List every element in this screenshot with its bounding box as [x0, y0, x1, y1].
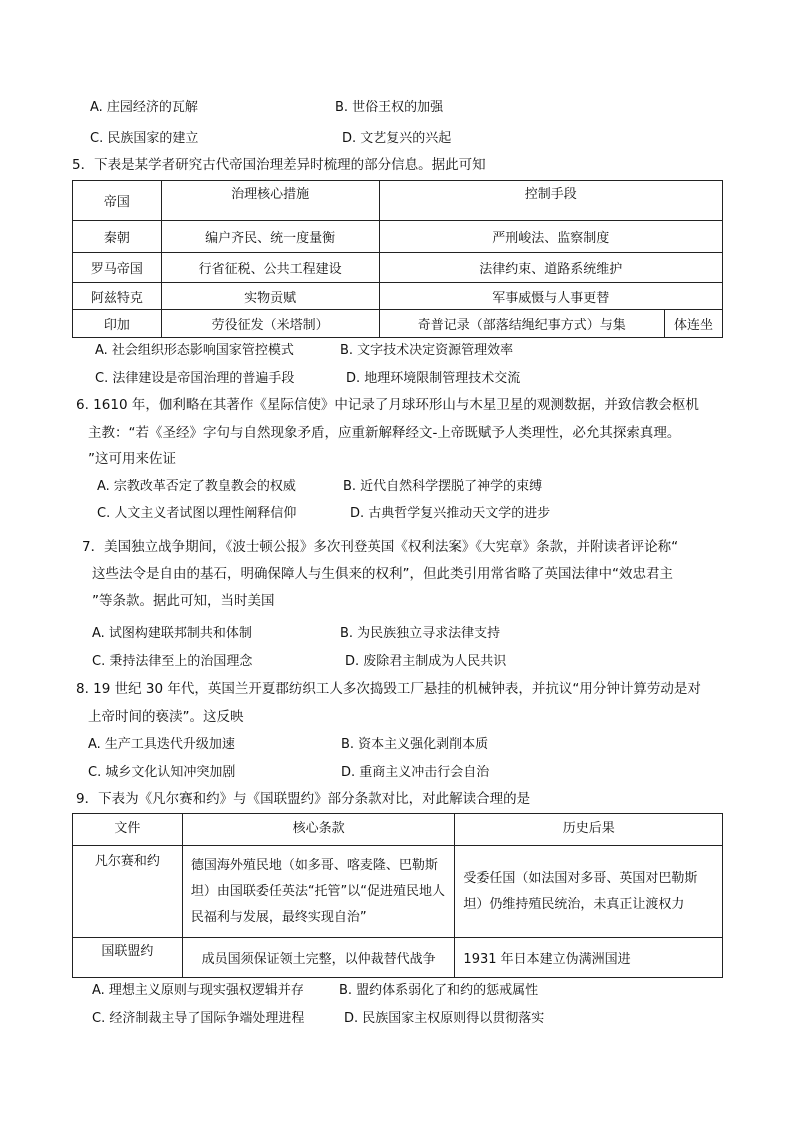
q9-cell: 成员国须保证领土完整，以仲裁替代战争: [182, 938, 455, 978]
q9-cell: 受委任国（如法国对多哥、英国对巴勒斯坦）仍维持殖民统治，未真正让渡权力: [455, 846, 723, 938]
q6-option-b: B. 近代自然科学摆脱了神学的束缚: [343, 479, 543, 494]
q5-cell: 秦朝: [73, 221, 162, 253]
q7-line-1: 7．美国独立战争期间，《波士顿公报》多次刊登英国《权利法案》《大宪章》条款，并附读者评论称“: [82, 539, 679, 555]
q7-option-b: B. 为民族独立寻求法律支持: [340, 626, 501, 641]
q5-header-empire: 帝国: [73, 181, 162, 221]
q9-cell: 1931 年日本建立伪满洲国进: [455, 938, 723, 978]
q8-line-1: 8. 19 世纪 30 年代，英国兰开夏郡纺织工人多次捣毁工厂悬挂的机械钟表，并抗议“用分钟计算劳动是对: [76, 681, 701, 697]
q9-header-consequence: 历史后果: [455, 814, 723, 846]
q9-cell: 国联盟约: [73, 938, 183, 978]
q5-header-measures: 治理核心措施: [161, 181, 379, 221]
q9-option-a: A. 理想主义原则与现实强权逻辑并存: [92, 983, 304, 998]
q7-line-2: 这些法令是自由的基石，明确保障人与生俱来的权利”，但此类引用常省略了英国法律中“效忠君主: [92, 566, 673, 582]
q8-option-b: B. 资本主义强化剥削本质: [341, 737, 489, 752]
q8-option-c: C. 城乡文化认知冲突加剧: [88, 765, 236, 780]
q5-cell: 奇普记录（部落结绳纪事方式）与集: [379, 310, 665, 338]
q7-option-c: C. 秉持法律至上的治国理念: [92, 654, 253, 669]
q9-cell: 凡尔赛和约: [73, 846, 183, 938]
q5-option-d: D. 地理环境限制管理技术交流: [346, 371, 521, 386]
q8-option-a: A. 生产工具迭代升级加速: [88, 737, 235, 752]
q6-option-c: C. 人文主义者试图以理性阐释信仰: [97, 506, 297, 521]
q5-table: [72, 180, 723, 338]
q7-line-3: ”等条款。据此可知，当时美国: [92, 593, 275, 609]
q4-option-a: A. 庄园经济的瓦解: [90, 100, 198, 115]
q6-option-d: D. 古典哲学复兴推动天文学的进步: [350, 506, 551, 521]
q5-cell: 行省征税、公共工程建设: [161, 253, 379, 283]
q9-cell: 德国海外殖民地（如多哥、喀麦隆、巴勒斯坦）由国联委任英法“托管”以“促进殖民地人民福利与发展，最终实现自治”: [182, 846, 455, 938]
q5-cell: 劳役征发（米塔制）: [161, 310, 379, 338]
q6-line-3: ”这可用来佐证: [88, 451, 176, 467]
q9-header-document: 文件: [73, 814, 183, 846]
q5-header-control: 控制手段: [379, 181, 722, 221]
q6-line-1: 6. 1610 年，伽利略在其著作《星际信使》中记录了月球环形山与木星卫星的观测数据，并致信教会枢机: [76, 397, 699, 413]
q5-option-b: B. 文字技术决定资源管理效率: [340, 343, 514, 358]
q5-cell: 印加: [73, 310, 162, 338]
q5-cell: 阿兹特克: [73, 283, 162, 310]
q9-option-c: C. 经济制裁主导了国际争端处理进程: [92, 1011, 305, 1026]
q4-option-c: C. 民族国家的建立: [90, 131, 199, 146]
q7-option-a: A. 试图构建联邦制共和体制: [92, 626, 252, 641]
q5-cell: 法律约束、道路系统维护: [379, 253, 722, 283]
q7-option-d: D. 废除君主制成为人民共识: [345, 654, 507, 669]
q4-option-d: D. 文艺复兴的兴起: [342, 131, 452, 146]
q5-cell: 严刑峻法、监察制度: [379, 221, 722, 253]
q5-option-a: A. 社会组织形态影响国家管控模式: [95, 343, 294, 358]
q5-option-c: C. 法律建设是帝国治理的普遍手段: [95, 371, 295, 386]
q9-header-core-terms: 核心条款: [182, 814, 455, 846]
q5-cell: 编户齐民、统一度量衡: [161, 221, 379, 253]
q8-line-2: 上帝时间的亵渎”。这反映: [88, 709, 244, 725]
q5-cell: 罗马帝国: [73, 253, 162, 283]
q5-cell: 实物贡赋: [161, 283, 379, 310]
q9-option-b: B. 盟约体系弱化了和约的惩戒属性: [339, 983, 539, 998]
q8-option-d: D. 重商主义冲击行会自治: [341, 765, 490, 780]
q5-cell: 体连坐: [665, 310, 723, 338]
q9-table: [72, 813, 723, 978]
q5-cell: 军事威慑与人事更替: [379, 283, 722, 310]
q6-option-a: A. 宗教改革否定了教皇教会的权威: [97, 479, 296, 494]
q5-stem: 5．下表是某学者研究古代帝国治理差异时梳理的部分信息。据此可知: [72, 157, 486, 173]
q9-stem: 9．下表为《凡尔赛和约》与《国联盟约》部分条款对比，对此解读合理的是: [76, 791, 531, 807]
q6-line-2: 主教：“若《圣经》字句与自然现象矛盾，应重新解释经文-上帝既赋予人类理性，必允其探索真理。: [88, 425, 681, 441]
q9-option-d: D. 民族国家主权原则得以贯彻落实: [344, 1011, 545, 1026]
q4-option-b: B. 世俗王权的加强: [335, 100, 444, 115]
